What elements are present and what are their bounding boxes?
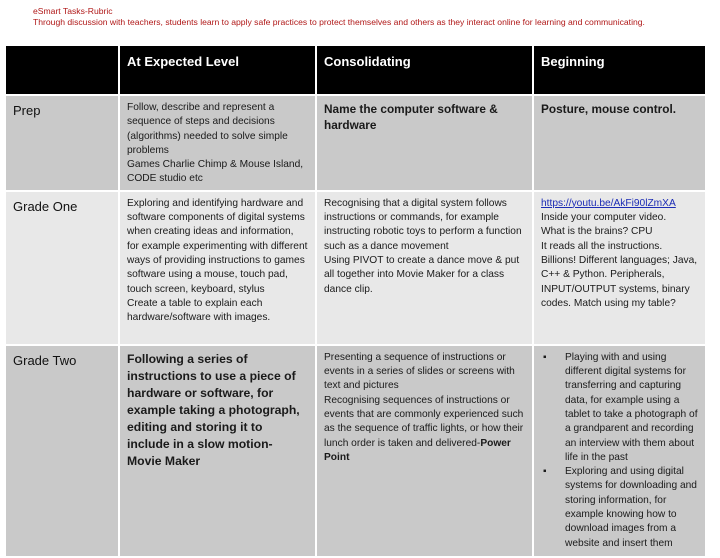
list-item-text: Playing with and using different digital systems for transferring and capturing data, for example using a tablet to take a photograph of a grandparent and recording an interview with them about life in the past (565, 351, 698, 463)
document-title: eSmart Tasks-Rubric (33, 6, 113, 16)
cell-text: Games Charlie Chimp & Mouse Island, CODE studio etc (127, 159, 304, 185)
cell-consolidating (317, 192, 532, 344)
cell-text: Recognising that a digital system follows instructions or commands, for example instructing robotic toys to perform a function such as a dance movement (324, 197, 522, 252)
header-row (6, 46, 705, 94)
bullet-icon: ▪ (543, 466, 547, 478)
header-beginning: Beginning (534, 46, 705, 94)
list-item (541, 351, 698, 465)
cell-beginning (534, 96, 705, 190)
row-label: Grade One (6, 192, 118, 344)
header-expected: At Expected Level (120, 46, 315, 94)
cell-text: Inside your computer video. (541, 212, 667, 224)
row-label: Prep (6, 96, 118, 190)
cell-text: Follow, describe and represent a sequence of steps and decisions (algorithms) needed to solve simple problems (127, 102, 288, 156)
cell-text: Posture, mouse control. (541, 102, 677, 116)
header-empty (6, 46, 118, 94)
table-row-prep (6, 96, 705, 190)
cell-text: It reads all the instructions. (541, 240, 663, 252)
cell-text: Recognising sequences of instructions or events that are commonly experienced such as the sequence of traffic lights, or how their lunch order is taken and delivered- (324, 394, 524, 449)
cell-expected (120, 96, 315, 190)
cell-text: Name the computer software & hardware (324, 102, 498, 132)
cell-text: Following a series of instructions to use a piece of hardware or software, for example taking a photograph, editing and storing it to include in a slow motion- Movie Maker (127, 351, 300, 468)
list-item (541, 465, 698, 551)
cell-beginning (534, 346, 705, 556)
header-consolidating: Consolidating (317, 46, 532, 94)
cell-consolidating (317, 96, 532, 190)
cell-expected (120, 346, 315, 556)
cell-bold-text: Power Point (324, 437, 511, 463)
cell-expected (120, 192, 315, 344)
cell-text: Create a table to explain each hardware/software with images. (127, 297, 271, 324)
bullet-list (541, 351, 698, 551)
rubric-table (4, 44, 707, 558)
cell-text: Exploring and identifying hardware and software components of digital systems when creating ideas and information, for example experimenting with different ways of providing instructions to games software using a mouse, touch pad, touch screen, keyboard, stylus (127, 197, 308, 295)
document-intro (33, 6, 673, 28)
table-row-grade-one (6, 192, 705, 344)
list-item-text: Exploring and using digital systems for downloading and storing information, for example knowing how to download images from a website and insert them (565, 466, 697, 549)
cell-text: Presenting a sequence of instructions or events in a series of slides or screens with text and pictures (324, 351, 515, 392)
cell-beginning (534, 192, 705, 344)
cell-consolidating (317, 346, 532, 556)
row-label: Grade Two (6, 346, 118, 556)
document-subtitle: Through discussion with teachers, students learn to apply safe practices to protect themselves and others as they interact online for learning and communicating. (33, 17, 645, 27)
cell-text: Using PIVOT to create a dance move & put all together into Movie Maker for a class dance clip. (324, 254, 520, 295)
cell-text: Billions! Different languages; Java, C++ & Python. Peripherals, INPUT/OUTPUT systems, binary codes. Match using my table? (541, 254, 698, 309)
bullet-icon: ▪ (543, 351, 547, 363)
cell-text: What is the brains? CPU (541, 226, 653, 238)
table-row-grade-two (6, 346, 705, 556)
video-link[interactable]: https://youtu.be/AkFi90lZmXA (541, 197, 676, 209)
